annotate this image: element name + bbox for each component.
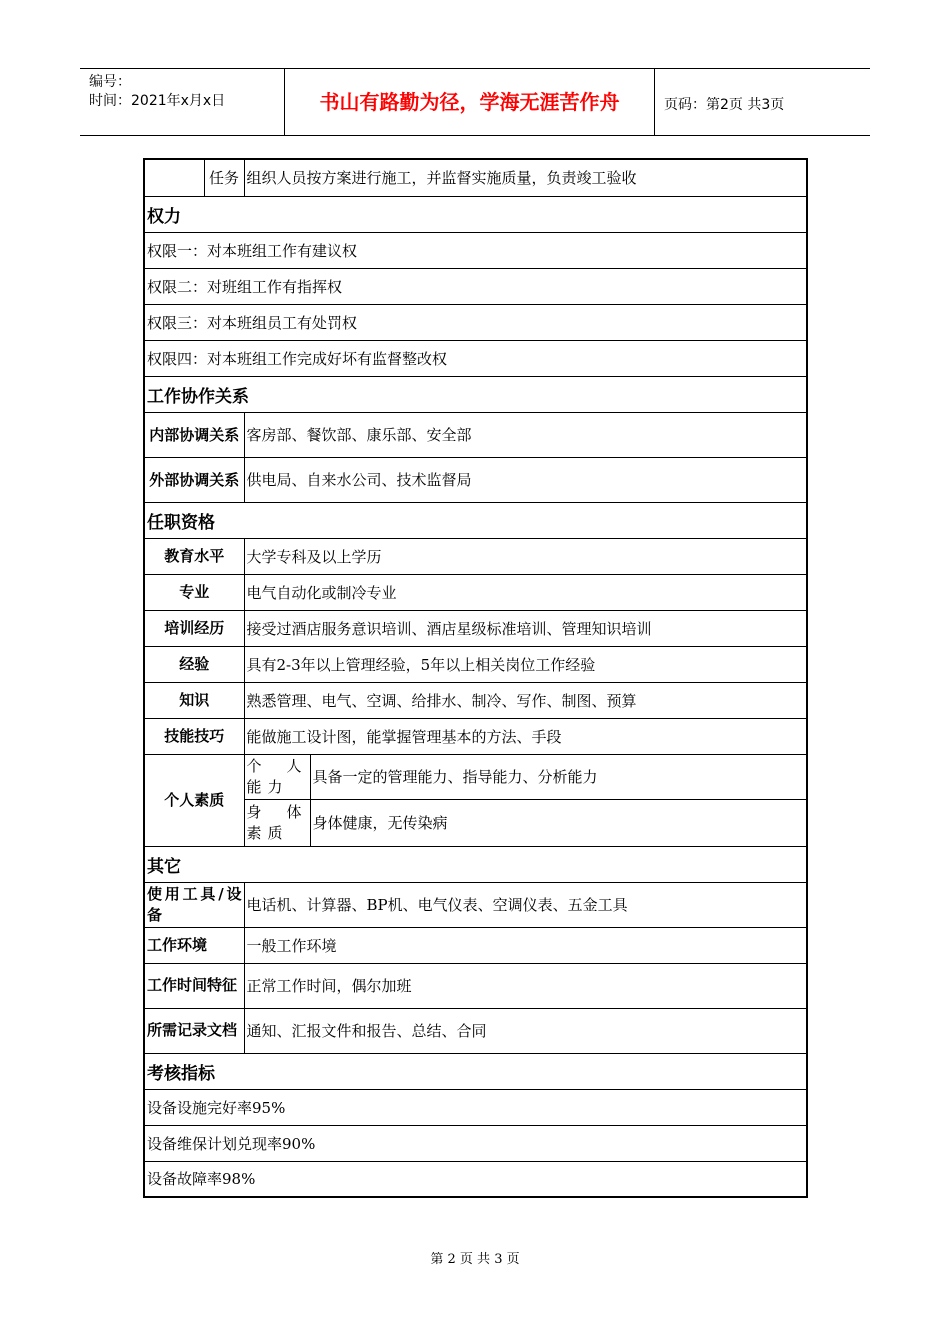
qualification-row (144, 610, 807, 646)
header-divider-right (654, 68, 655, 135)
qualification-value: 接受过酒店服务意识培训、酒店星级标准培训、管理知识培训 (244, 610, 807, 646)
header-time-label: 时间：2021年x月x日 (89, 93, 226, 109)
authority-row (144, 304, 807, 340)
kpi-item: 设备故障率98% (144, 1161, 807, 1197)
qualification-label: 专业 (144, 574, 244, 610)
other-row (144, 963, 807, 1008)
other-row (144, 927, 807, 963)
qualification-row (144, 682, 807, 718)
other-value: 通知、汇报文件和报告、总结、合同 (244, 1008, 807, 1053)
personal-quality-label: 个人素质 (144, 754, 244, 846)
other-row (144, 882, 807, 927)
other-row (144, 1008, 807, 1053)
other-value: 一般工作环境 (244, 927, 807, 963)
personal-sub-label: 个人能力 (244, 754, 310, 799)
job-description-table (143, 158, 808, 1198)
header-motto: 书山有路勤为径，学海无涯苦作舟 (319, 90, 620, 114)
other-label: 所需记录文档 (144, 1008, 244, 1053)
authority-row (144, 232, 807, 268)
personal-quality-row (144, 799, 807, 846)
section-row-relations (144, 376, 807, 412)
other-value: 正常工作时间，偶尔加班 (244, 963, 807, 1008)
authority-item: 权限三：对本班组员工有处罚权 (144, 304, 807, 340)
qualification-row (144, 538, 807, 574)
section-title-authority: 权力 (144, 196, 807, 232)
kpi-row (144, 1161, 807, 1197)
header-top-rule (80, 68, 870, 69)
qualification-label: 培训经历 (144, 610, 244, 646)
section-title-relations: 工作协作关系 (144, 376, 807, 412)
authority-item: 权限一：对本班组工作有建议权 (144, 232, 807, 268)
qualification-row (144, 718, 807, 754)
task-empty-cell (144, 159, 204, 196)
authority-item: 权限二：对班组工作有指挥权 (144, 268, 807, 304)
section-row-qualifications (144, 502, 807, 538)
section-title-kpi: 考核指标 (144, 1053, 807, 1089)
authority-item: 权限四：对本班组工作完成好坏有监督整改权 (144, 340, 807, 376)
header-number-label: 编号： (89, 74, 131, 90)
personal-sub-value: 具备一定的管理能力、指导能力、分析能力 (310, 754, 807, 799)
relation-value: 供电局、自来水公司、技术监督局 (244, 457, 807, 502)
other-value: 电话机、计算器、BP机、电气仪表、空调仪表、五金工具 (244, 882, 807, 927)
qualification-value: 电气自动化或制冷专业 (244, 574, 807, 610)
qualification-value: 具有2-3年以上管理经验，5年以上相关岗位工作经验 (244, 646, 807, 682)
relation-value: 客房部、餐饮部、康乐部、安全部 (244, 412, 807, 457)
relation-row (144, 457, 807, 502)
qualification-value: 大学专科及以上学历 (244, 538, 807, 574)
qualification-row (144, 646, 807, 682)
authority-row (144, 268, 807, 304)
task-value: 组织人员按方案进行施工，并监督实施质量，负责竣工验收 (244, 159, 807, 196)
other-label: 使用工具/设备 (144, 882, 244, 927)
other-label: 工作环境 (144, 927, 244, 963)
section-row-kpi (144, 1053, 807, 1089)
section-title-qualifications: 任职资格 (144, 502, 807, 538)
header-bottom-rule (80, 135, 870, 136)
personal-quality-row (144, 754, 807, 799)
relation-label: 外部协调关系 (144, 457, 244, 502)
section-row-other (144, 846, 807, 882)
qualification-row (144, 574, 807, 610)
kpi-item: 设备设施完好率95% (144, 1089, 807, 1125)
page-footer: 第 2 页 共 3 页 (430, 1252, 520, 1267)
qualification-label: 经验 (144, 646, 244, 682)
personal-sub-value: 身体健康，无传染病 (310, 799, 807, 846)
other-label: 工作时间特征 (144, 963, 244, 1008)
kpi-row (144, 1089, 807, 1125)
qualification-value: 熟悉管理、电气、空调、给排水、制冷、写作、制图、预算 (244, 682, 807, 718)
qualification-label: 知识 (144, 682, 244, 718)
personal-sub-label: 身体素质 (244, 799, 310, 846)
section-title-other: 其它 (144, 846, 807, 882)
kpi-row (144, 1125, 807, 1161)
qualification-label: 教育水平 (144, 538, 244, 574)
header-page-info: 页码：第2页 共3页 (664, 97, 785, 113)
qualification-label: 技能技巧 (144, 718, 244, 754)
section-row-authority (144, 196, 807, 232)
task-row (144, 159, 807, 196)
relation-label: 内部协调关系 (144, 412, 244, 457)
kpi-item: 设备维保计划兑现率90% (144, 1125, 807, 1161)
qualification-value: 能做施工设计图，能掌握管理基本的方法、手段 (244, 718, 807, 754)
task-label: 任务 (204, 159, 244, 196)
authority-row (144, 340, 807, 376)
relation-row (144, 412, 807, 457)
